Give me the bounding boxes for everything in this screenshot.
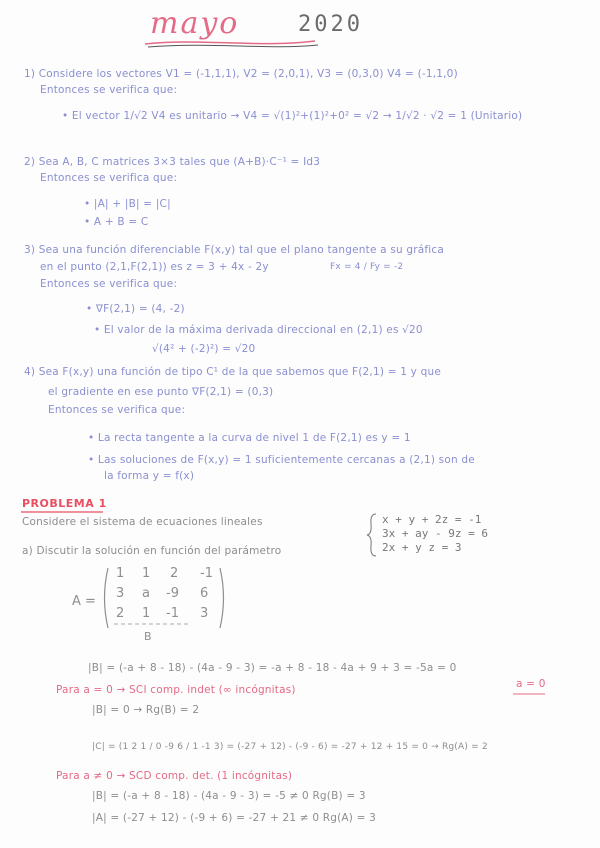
q1-then: Entonces se verifica que: [40, 84, 178, 96]
matrix-cell-r2c4: 6 [200, 586, 209, 601]
system-eq-3: 2x + y z = 3 [382, 541, 462, 554]
q3-then: Entonces se verifica que: [40, 278, 178, 290]
matrix-cell-r1c1: 1 [116, 566, 125, 581]
q4-statement: 4) Sea F(x,y) una función de tipo C¹ de la que sabemos que F(2,1) = 1 y que [24, 366, 441, 378]
case-a-zero-line-1: |B| = 0 → Rg(B) = 2 [92, 704, 200, 716]
case-a-zero-line-2: |C| = (1 2 1 / 0 -9 6 / 1 -1 3) = (-27 + 12) - (-9 - 6) = -27 + 12 + 15 = 0 → Rg(A) = 2 [92, 742, 488, 752]
q3-statement: 3) Sea una función diferenciable F(x,y) tal que el plano tangente a su gráfica [24, 244, 445, 256]
q2-bullet-1: • |A| + |B| = |C| [84, 198, 171, 210]
q3-calc: √(4² + (-2)²) = √20 [152, 343, 256, 355]
system-eq-2: 3x + ay - 9z = 6 [382, 527, 488, 540]
matrix-cell-r2c1: 3 [116, 586, 125, 601]
case-a-nonzero-title: Para a ≠ 0 → SCD comp. det. (1 incógnitas) [56, 770, 293, 782]
system-brace [366, 512, 380, 558]
matrix-cell-r3c1: 2 [116, 606, 125, 621]
matrix-cell-r1c3: 2 [170, 566, 179, 581]
problem-part-a: a) Discutir la solución en función del parámetro [22, 545, 282, 557]
matrix-cell-r3c4: 3 [200, 606, 209, 621]
case-a-zero-title: Para a = 0 → SCI comp. indet (∞ incógnitas) [56, 684, 296, 696]
case-a-nonzero-line-1: |B| = (-a + 8 - 18) - (4a - 9 - 3) = -5 ≠ 0 Rg(B) = 3 [92, 790, 366, 802]
q4-then: Entonces se verifica que: [48, 404, 186, 416]
page-title [140, 6, 400, 48]
matrix-cell-r1c2: 1 [142, 566, 151, 581]
q4-bullet-2: • Las soluciones de F(x,y) = 1 suficientemente cercanas a (2,1) son de [88, 454, 475, 466]
problem-statement: Considere el sistema de ecuaciones lineales [22, 516, 263, 528]
q1-statement: 1) Considere los vectores V1 = (-1,1,1), V2 = (2,0,1), V3 = (0,3,0) V4 = (-1,1,0) [24, 68, 458, 80]
problem-underline [20, 510, 105, 514]
system-eq-1: x + y + 2z = -1 [382, 513, 482, 526]
matrix-cell-r3c3: -1 [166, 606, 179, 621]
q3-bullet-1: • ∇F(2,1) = (4, -2) [86, 303, 185, 315]
matrix-cell-r2c3: -9 [166, 586, 179, 601]
case-a-nonzero-line-2: |A| = (-27 + 12) - (-9 + 6) = -27 + 21 ≠ 0 Rg(A) = 3 [92, 812, 377, 824]
determinant-line: |B| = (-a + 8 - 18) - (4a - 9 - 3) = -a + 8 - 18 - 4a + 9 + 3 = -5a = 0 [88, 662, 457, 674]
q2-then: Entonces se verifica que: [40, 172, 178, 184]
q4-bullet-2b: la forma y = f(x) [104, 470, 195, 482]
q4-bullet-1: • La recta tangente a la curva de nivel 1 de F(2,1) es y = 1 [88, 432, 411, 444]
q1-bullet-1: • El vector 1/√2 V4 es unitario → V4 = √(1)²+(1)²+0² = √2 → 1/√2 · √2 = 1 (Unitario) [62, 110, 523, 122]
determinant-result-underline [512, 692, 546, 696]
q2-statement: 2) Sea A, B, C matrices 3×3 tales que (A+B)·C⁻¹ = Id3 [24, 156, 321, 168]
title-month: mayo [150, 6, 240, 41]
matrix-cell-r1c4: -1 [200, 566, 213, 581]
title-underline [140, 36, 400, 50]
q2-bullet-2: • A + B = C [84, 216, 149, 228]
problem-heading: PROBLEMA 1 [22, 497, 107, 510]
title-year: 2020 [298, 12, 363, 37]
matrix-label: A = [72, 594, 96, 609]
q4-statement-2: el gradiente en ese punto ∇F(2,1) = (0,3) [48, 386, 274, 398]
matrix-cell-r2c2: a [142, 586, 150, 601]
matrix-b-label: B [144, 630, 152, 643]
q3-statement-2: en el punto (2,1,F(2,1)) es z = 3 + 4x - 2y [40, 261, 269, 273]
determinant-result: a = 0 [516, 678, 546, 690]
q3-bullet-2: • El valor de la máxima derivada direccional en (2,1) es √20 [94, 324, 423, 336]
q3-partials: Fx = 4 / Fy = -2 [330, 262, 404, 272]
matrix-cell-r3c2: 1 [142, 606, 151, 621]
